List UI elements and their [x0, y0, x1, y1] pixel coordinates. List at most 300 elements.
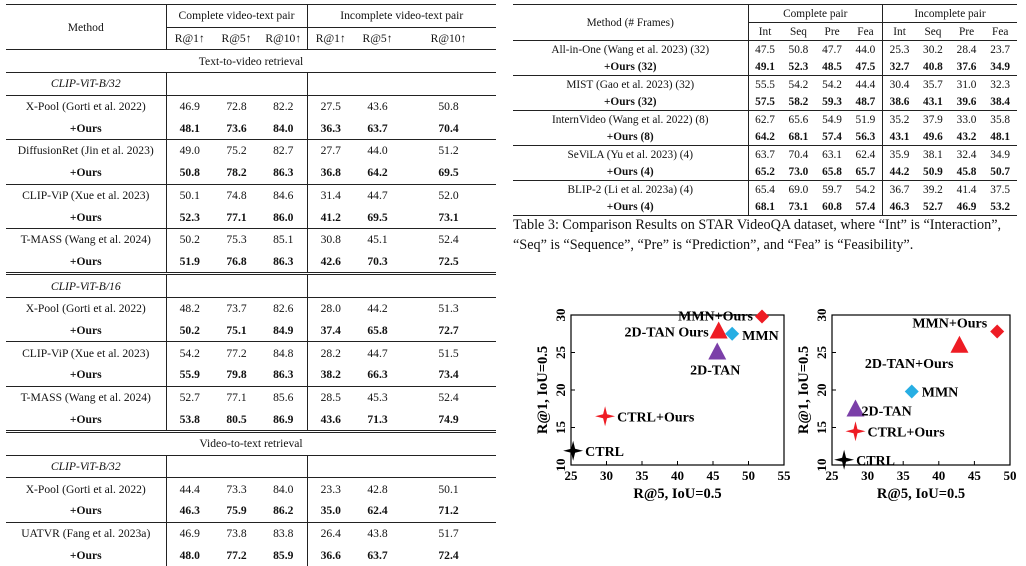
method-cell: +Ours — [6, 364, 166, 386]
value-cell: 72.5 — [401, 251, 496, 274]
value-cell: 73.1 — [782, 198, 816, 216]
value-cell: 68.1 — [748, 198, 782, 216]
value-cell: 41.2 — [307, 206, 354, 228]
value-cell: 77.1 — [213, 206, 260, 228]
value-cell: 50.2 — [166, 228, 213, 250]
table-row — [6, 386, 496, 408]
value-cell: 49.0 — [166, 140, 213, 162]
value-cell: 27.7 — [307, 140, 354, 162]
value-cell: 36.7 — [883, 181, 917, 199]
y-tick-label: 10 — [553, 459, 568, 472]
value-cell: 40.8 — [916, 58, 950, 76]
value-cell: 35.8 — [983, 111, 1017, 129]
value-cell: 30.4 — [883, 76, 917, 94]
value-cell: 38.4 — [983, 93, 1017, 111]
value-cell: 65.8 — [354, 320, 401, 342]
value-cell: 43.8 — [354, 522, 401, 544]
point-label: CTRL — [856, 454, 895, 469]
x-tick-label: 25 — [565, 468, 579, 483]
incomplete-pair-header: Incomplete video-text pair — [307, 5, 496, 28]
method-cell: SeViLA (Yu et al. 2023) (4) — [513, 146, 748, 164]
value-cell: 35.7 — [916, 76, 950, 94]
value-cell: 71.2 — [401, 500, 496, 522]
point-label: MMN — [742, 329, 779, 344]
value-cell: 44.2 — [354, 297, 401, 319]
value-cell: 86.9 — [260, 408, 307, 431]
value-cell: 70.3 — [354, 251, 401, 274]
metric-header: Int — [883, 23, 917, 41]
y-tick-label: 30 — [814, 309, 829, 322]
value-cell: 85.1 — [260, 228, 307, 250]
table-row — [6, 228, 496, 250]
value-cell: 25.3 — [883, 41, 917, 59]
value-cell: 52.3 — [166, 206, 213, 228]
method-cell: T-MASS (Wang et al. 2024) — [6, 386, 166, 408]
value-cell: 46.3 — [166, 500, 213, 522]
value-cell: 65.6 — [782, 111, 816, 129]
table-row — [6, 364, 496, 386]
point-label: 2D-TAN+Ours — [865, 357, 954, 372]
value-cell: 72.4 — [401, 545, 496, 566]
value-cell: 45.3 — [354, 386, 401, 408]
value-cell: 69.0 — [782, 181, 816, 199]
value-cell: 58.2 — [782, 93, 816, 111]
value-cell: 51.7 — [401, 522, 496, 544]
table-caption: Table 3: Comparison Results on STAR VideoQA dataset, where “Int” is “Interaction”, “Seq” is “Sequence”, “Pre” is “Prediction”, and “Fea” is “Feasibility”. — [513, 216, 1017, 255]
value-cell: 51.9 — [166, 251, 213, 274]
value-cell: 86.0 — [260, 206, 307, 228]
value-cell: 38.1 — [916, 146, 950, 164]
metric-header: Seq — [782, 23, 816, 41]
value-cell: 44.7 — [354, 342, 401, 364]
value-cell: 71.3 — [354, 408, 401, 431]
table-row — [513, 198, 1017, 216]
value-cell: 54.2 — [166, 342, 213, 364]
table-row — [6, 117, 496, 139]
x-tick-label: 30 — [600, 468, 613, 483]
table-row — [6, 408, 496, 431]
value-cell: 30.2 — [916, 41, 950, 59]
table-row — [513, 41, 1017, 59]
table-row — [6, 95, 496, 117]
complete-pair-header: Complete video-text pair — [166, 5, 307, 28]
value-cell: 50.7 — [983, 163, 1017, 181]
value-cell: 75.9 — [213, 500, 260, 522]
value-cell: 44.4 — [849, 76, 883, 94]
value-cell: 73.3 — [213, 478, 260, 500]
metric-header: R@10↑ — [260, 27, 307, 50]
x-tick-label: 45 — [968, 468, 982, 483]
value-cell: 70.4 — [401, 117, 496, 139]
table-row — [513, 76, 1017, 94]
value-cell: 65.7 — [849, 163, 883, 181]
point-triangle — [950, 336, 968, 353]
y-axis-label: R@1, IoU=0.5 — [796, 346, 812, 434]
point-label: CTRL — [585, 445, 624, 460]
value-cell: 63.1 — [815, 146, 849, 164]
y-axis-label: R@1, IoU=0.5 — [535, 346, 551, 434]
value-cell: 62.4 — [354, 500, 401, 522]
value-cell: 64.2 — [748, 128, 782, 146]
value-cell: 30.8 — [307, 228, 354, 250]
x-axis-label: R@5, IoU=0.5 — [877, 486, 965, 502]
y-tick-label: 20 — [814, 384, 829, 397]
method-cell: All-in-One (Wang et al. 2023) (32) — [513, 41, 748, 59]
value-cell: 82.7 — [260, 140, 307, 162]
value-cell: 86.3 — [260, 251, 307, 274]
value-cell: 82.2 — [260, 95, 307, 117]
section-title: Text-to-video retrieval — [6, 50, 496, 73]
table-row — [6, 206, 496, 228]
value-cell: 57.4 — [815, 128, 849, 146]
value-cell: 44.0 — [849, 41, 883, 59]
method-cell: +Ours (8) — [513, 128, 748, 146]
value-cell: 47.7 — [815, 41, 849, 59]
metric-header: R@1↑ — [166, 27, 213, 50]
value-cell: 74.8 — [213, 184, 260, 206]
value-cell: 51.5 — [401, 342, 496, 364]
value-cell: 66.3 — [354, 364, 401, 386]
method-cell: +Ours — [6, 500, 166, 522]
value-cell: 37.4 — [307, 320, 354, 342]
value-cell: 48.7 — [849, 93, 883, 111]
x-tick-label: 30 — [861, 468, 874, 483]
point-star — [563, 441, 583, 461]
value-cell: 50.1 — [401, 478, 496, 500]
point-triangle — [708, 343, 726, 360]
retrieval-table — [6, 4, 496, 566]
y-tick-label: 15 — [814, 421, 829, 435]
metric-header: R@1↑ — [307, 27, 354, 50]
table-row — [6, 297, 496, 319]
table-row — [513, 111, 1017, 129]
y-tick-label: 25 — [814, 346, 829, 360]
table-row — [6, 342, 496, 364]
value-cell: 52.7 — [166, 386, 213, 408]
value-cell: 43.6 — [354, 95, 401, 117]
complete-pair-header: Complete pair — [748, 5, 883, 23]
section-row — [6, 432, 496, 456]
value-cell: 65.8 — [815, 163, 849, 181]
value-cell: 46.9 — [950, 198, 984, 216]
value-cell: 63.7 — [354, 545, 401, 566]
method-cell: CLIP-ViP (Xue et al. 2023) — [6, 184, 166, 206]
value-cell: 86.2 — [260, 500, 307, 522]
value-cell: 75.3 — [213, 228, 260, 250]
x-tick-label: 40 — [932, 468, 945, 483]
table-row — [513, 58, 1017, 76]
metric-header: R@5↑ — [354, 27, 401, 50]
x-tick-label: 55 — [778, 468, 792, 483]
metric-header: R@5↑ — [213, 27, 260, 50]
backbone-row — [6, 73, 496, 96]
point-diamond — [725, 327, 739, 341]
right-results-table — [513, 4, 1017, 216]
backbone-label: CLIP-ViT-B/32 — [6, 73, 166, 96]
method-cell: +Ours — [6, 320, 166, 342]
y-tick-label: 15 — [553, 421, 568, 435]
table-row — [6, 320, 496, 342]
value-cell: 43.2 — [950, 128, 984, 146]
value-cell: 52.4 — [401, 386, 496, 408]
value-cell: 77.1 — [213, 386, 260, 408]
metric-header: R@10↑ — [401, 27, 496, 50]
value-cell: 37.5 — [983, 181, 1017, 199]
method-header: Method — [6, 5, 166, 50]
value-cell: 80.5 — [213, 408, 260, 431]
value-cell: 44.4 — [166, 478, 213, 500]
x-tick-label: 40 — [671, 468, 684, 483]
value-cell: 86.3 — [260, 364, 307, 386]
value-cell: 41.4 — [950, 181, 984, 199]
method-cell: X-Pool (Gorti et al. 2022) — [6, 478, 166, 500]
value-cell: 46.9 — [166, 522, 213, 544]
value-cell: 48.1 — [166, 117, 213, 139]
value-cell: 36.8 — [307, 162, 354, 184]
metric-header: Seq — [916, 23, 950, 41]
value-cell: 46.9 — [166, 95, 213, 117]
value-cell: 64.2 — [354, 162, 401, 184]
point-star — [834, 450, 854, 470]
value-cell: 79.8 — [213, 364, 260, 386]
value-cell: 49.6 — [916, 128, 950, 146]
y-tick-label: 10 — [814, 459, 829, 472]
value-cell: 73.0 — [782, 163, 816, 181]
y-tick-label: 25 — [553, 346, 568, 360]
x-axis-label: R@5, IoU=0.5 — [633, 486, 721, 502]
value-cell: 50.9 — [916, 163, 950, 181]
value-cell: 38.2 — [307, 364, 354, 386]
value-cell: 62.7 — [748, 111, 782, 129]
value-cell: 54.9 — [815, 111, 849, 129]
table-row — [6, 545, 496, 566]
value-cell: 28.0 — [307, 297, 354, 319]
value-cell: 48.1 — [983, 128, 1017, 146]
value-cell: 69.5 — [401, 162, 496, 184]
x-tick-label: 50 — [742, 468, 755, 483]
method-cell: T-MASS (Wang et al. 2024) — [6, 228, 166, 250]
backbone-row — [6, 455, 496, 478]
table-row — [6, 140, 496, 162]
metric-header: Pre — [815, 23, 849, 41]
value-cell: 50.1 — [166, 184, 213, 206]
value-cell: 63.7 — [748, 146, 782, 164]
value-cell: 48.5 — [815, 58, 849, 76]
method-cell: +Ours (4) — [513, 198, 748, 216]
value-cell: 72.8 — [213, 95, 260, 117]
value-cell: 48.0 — [166, 545, 213, 566]
point-label: MMN — [922, 386, 959, 401]
metric-header: Fea — [849, 23, 883, 41]
table-row — [6, 522, 496, 544]
value-cell: 34.9 — [983, 146, 1017, 164]
value-cell: 36.3 — [307, 117, 354, 139]
method-cell: X-Pool (Gorti et al. 2022) — [6, 95, 166, 117]
value-cell: 82.6 — [260, 297, 307, 319]
table-row — [513, 93, 1017, 111]
table-row — [6, 500, 496, 522]
incomplete-pair-header: Incomplete pair — [883, 5, 1018, 23]
value-cell: 23.7 — [983, 41, 1017, 59]
value-cell: 86.3 — [260, 162, 307, 184]
point-label: CTRL+Ours — [617, 410, 695, 425]
table-row — [6, 478, 496, 500]
left-results-table — [6, 4, 496, 566]
method-cell: +Ours — [6, 251, 166, 274]
value-cell: 50.2 — [166, 320, 213, 342]
method-cell: X-Pool (Gorti et al. 2022) — [6, 297, 166, 319]
value-cell: 27.5 — [307, 95, 354, 117]
section-row — [6, 50, 496, 73]
value-cell: 46.3 — [883, 198, 917, 216]
value-cell: 84.8 — [260, 342, 307, 364]
value-cell: 56.3 — [849, 128, 883, 146]
value-cell: 45.1 — [354, 228, 401, 250]
value-cell: 84.6 — [260, 184, 307, 206]
backbone-row — [6, 274, 496, 298]
method-cell: DiffusionRet (Jin et al. 2023) — [6, 140, 166, 162]
value-cell: 39.6 — [950, 93, 984, 111]
point-diamond — [755, 310, 769, 324]
section-title: Video-to-text retrieval — [6, 432, 496, 456]
value-cell: 55.5 — [748, 76, 782, 94]
value-cell: 83.8 — [260, 522, 307, 544]
value-cell: 50.8 — [401, 95, 496, 117]
x-tick-label: 35 — [636, 468, 650, 483]
x-tick-label: 45 — [707, 468, 721, 483]
point-label: MMN+Ours — [678, 310, 753, 325]
value-cell: 73.1 — [401, 206, 496, 228]
method-cell: +Ours (4) — [513, 163, 748, 181]
backbone-label: CLIP-ViT-B/16 — [6, 274, 166, 298]
method-cell: MIST (Gao et al. 2023) (32) — [513, 76, 748, 94]
value-cell: 35.0 — [307, 500, 354, 522]
value-cell: 65.2 — [748, 163, 782, 181]
value-cell: 32.4 — [950, 146, 984, 164]
value-cell: 39.2 — [916, 181, 950, 199]
value-cell: 44.2 — [883, 163, 917, 181]
table-row — [513, 146, 1017, 164]
value-cell: 45.8 — [950, 163, 984, 181]
value-cell: 74.9 — [401, 408, 496, 431]
value-cell: 44.0 — [354, 140, 401, 162]
value-cell: 50.8 — [782, 41, 816, 59]
y-tick-label: 20 — [553, 384, 568, 397]
value-cell: 85.6 — [260, 386, 307, 408]
method-cell: +Ours — [6, 408, 166, 431]
method-cell: InternVideo (Wang et al. 2022) (8) — [513, 111, 748, 129]
value-cell: 43.1 — [916, 93, 950, 111]
value-cell: 34.9 — [983, 58, 1017, 76]
method-cell: +Ours (32) — [513, 58, 748, 76]
point-label: CTRL+Ours — [867, 425, 945, 440]
value-cell: 59.7 — [815, 181, 849, 199]
value-cell: 37.9 — [916, 111, 950, 129]
backbone-label: CLIP-ViT-B/32 — [6, 455, 166, 478]
value-cell: 43.6 — [307, 408, 354, 431]
value-cell: 63.7 — [354, 117, 401, 139]
value-cell: 52.0 — [401, 184, 496, 206]
value-cell: 84.9 — [260, 320, 307, 342]
value-cell: 73.6 — [213, 117, 260, 139]
value-cell: 35.2 — [883, 111, 917, 129]
value-cell: 54.2 — [782, 76, 816, 94]
value-cell: 35.9 — [883, 146, 917, 164]
value-cell: 38.6 — [883, 93, 917, 111]
value-cell: 59.3 — [815, 93, 849, 111]
value-cell: 53.2 — [983, 198, 1017, 216]
value-cell: 69.5 — [354, 206, 401, 228]
value-cell: 54.2 — [849, 181, 883, 199]
value-cell: 50.8 — [166, 162, 213, 184]
x-tick-label: 25 — [826, 468, 840, 483]
value-cell: 52.3 — [782, 58, 816, 76]
value-cell: 28.4 — [950, 41, 984, 59]
value-cell: 26.4 — [307, 522, 354, 544]
value-cell: 84.0 — [260, 117, 307, 139]
value-cell: 85.9 — [260, 545, 307, 566]
value-cell: 57.4 — [849, 198, 883, 216]
value-cell: 31.4 — [307, 184, 354, 206]
value-cell: 77.2 — [213, 342, 260, 364]
x-tick-label: 50 — [1004, 468, 1017, 483]
value-cell: 52.4 — [401, 228, 496, 250]
value-cell: 32.7 — [883, 58, 917, 76]
method-cell: +Ours — [6, 162, 166, 184]
point-diamond — [905, 385, 919, 399]
point-star — [595, 406, 615, 426]
value-cell: 51.2 — [401, 140, 496, 162]
table-row — [513, 128, 1017, 146]
point-label: 2D-TAN — [861, 405, 911, 420]
value-cell: 47.5 — [748, 41, 782, 59]
table-row — [6, 184, 496, 206]
method-cell: +Ours — [6, 117, 166, 139]
y-tick-label: 30 — [553, 309, 568, 322]
x-tick-label: 35 — [897, 468, 911, 483]
method-cell: +Ours — [6, 206, 166, 228]
value-cell: 53.8 — [166, 408, 213, 431]
table-row — [6, 162, 496, 184]
method-frames-header: Method (# Frames) — [513, 5, 748, 41]
point-diamond — [990, 325, 1004, 339]
point-star — [846, 421, 866, 441]
value-cell: 75.2 — [213, 140, 260, 162]
value-cell: 54.2 — [815, 76, 849, 94]
value-cell: 44.7 — [354, 184, 401, 206]
point-label: MMN+Ours — [912, 317, 987, 332]
value-cell: 57.5 — [748, 93, 782, 111]
value-cell: 55.9 — [166, 364, 213, 386]
table-row — [513, 181, 1017, 199]
value-cell: 72.7 — [401, 320, 496, 342]
value-cell: 37.6 — [950, 58, 984, 76]
method-cell: BLIP-2 (Li et al. 2023a) (4) — [513, 181, 748, 199]
value-cell: 76.8 — [213, 251, 260, 274]
value-cell: 52.7 — [916, 198, 950, 216]
value-cell: 33.0 — [950, 111, 984, 129]
method-cell: CLIP-ViP (Xue et al. 2023) — [6, 342, 166, 364]
method-cell: +Ours — [6, 545, 166, 566]
value-cell: 68.1 — [782, 128, 816, 146]
value-cell: 49.1 — [748, 58, 782, 76]
point-label: 2D-TAN Ours — [625, 326, 710, 341]
value-cell: 42.8 — [354, 478, 401, 500]
value-cell: 73.4 — [401, 364, 496, 386]
value-cell: 73.7 — [213, 297, 260, 319]
value-cell: 84.0 — [260, 478, 307, 500]
value-cell: 47.5 — [849, 58, 883, 76]
